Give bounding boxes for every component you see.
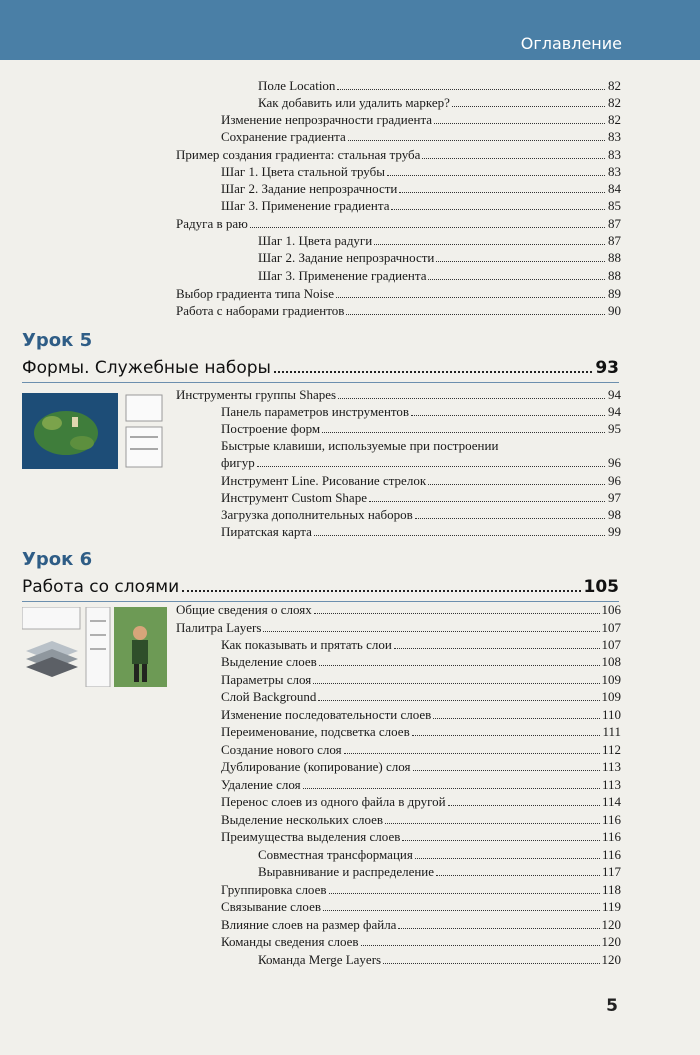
entry-leader	[329, 893, 600, 894]
lesson-6-entry[interactable]	[221, 637, 621, 652]
lesson-5-leader	[274, 371, 592, 373]
entry-page: 111	[602, 724, 621, 739]
lesson-6-entry[interactable]	[221, 707, 621, 722]
entry-leader	[399, 192, 605, 193]
entry-page: 82	[608, 78, 621, 93]
entry-leader	[344, 753, 600, 754]
entry-page: 82	[608, 112, 621, 127]
entry-leader	[436, 875, 600, 876]
lesson-5-entry[interactable]	[221, 524, 621, 539]
lesson-5-entry[interactable]	[221, 438, 621, 453]
entry-text: Как добавить или удалить маркер?	[258, 95, 450, 110]
entry-leader	[387, 175, 605, 176]
entry-text: Влияние слоев на размер файла	[221, 917, 397, 932]
entry-page: 98	[608, 507, 621, 522]
page-number: 5	[606, 996, 618, 1016]
entry-page: 96	[608, 473, 621, 488]
lesson-6-entry[interactable]	[221, 777, 621, 792]
entry-leader	[314, 613, 600, 614]
entry-page: 94	[608, 404, 621, 419]
lesson-6-entry[interactable]	[221, 917, 621, 932]
lesson-6-entry[interactable]	[221, 882, 621, 897]
entry-leader	[313, 683, 599, 684]
entry-leader	[448, 805, 600, 806]
entry-text: Параметры слоя	[221, 672, 312, 687]
toc-entry[interactable]	[221, 164, 621, 179]
lesson-6-entry[interactable]	[221, 899, 621, 914]
entry-leader	[402, 840, 600, 841]
lesson-6-entry[interactable]	[258, 864, 621, 879]
entry-text: Поле Location	[258, 78, 336, 93]
entry-page: 116	[601, 829, 621, 844]
lesson-6-entry[interactable]	[221, 829, 621, 844]
toc-entry[interactable]	[176, 286, 621, 301]
entry-text: Шаг 3. Применение градиента	[258, 268, 427, 283]
lesson-6-entry[interactable]	[221, 672, 621, 687]
toc-entry[interactable]	[258, 233, 621, 248]
lesson-6-entry[interactable]	[258, 952, 621, 967]
entry-text: Работа с наборами градиентов	[176, 303, 345, 318]
lesson-6-title[interactable]	[22, 577, 619, 597]
entry-leader	[303, 788, 600, 789]
entry-leader	[391, 209, 605, 210]
toc-entry[interactable]	[258, 250, 621, 265]
entry-page: 117	[601, 864, 621, 879]
entry-page: 109	[601, 672, 621, 687]
entry-page: 95	[608, 421, 621, 436]
entry-leader	[322, 432, 605, 433]
entry-page: 83	[608, 147, 621, 162]
entry-leader	[412, 735, 601, 736]
lesson-5-number: Урок 5	[22, 330, 93, 351]
entry-leader	[452, 106, 605, 107]
entry-leader	[434, 123, 605, 124]
entry-leader	[346, 314, 605, 315]
lesson-6-entry[interactable]	[221, 759, 621, 774]
entry-page: 114	[601, 794, 621, 809]
entry-text: Инструмент Line. Рисование стрелок	[221, 473, 427, 488]
entry-text: Шаг 2. Задание непрозрачности	[258, 250, 435, 265]
entry-leader	[385, 823, 600, 824]
lesson-6-page: 105	[583, 577, 619, 597]
entry-page: 82	[608, 95, 621, 110]
toc-entry[interactable]	[258, 95, 621, 110]
lesson-5-entry[interactable]	[221, 455, 621, 470]
entry-leader	[263, 631, 599, 632]
lesson-5-entry[interactable]	[221, 490, 621, 505]
entry-leader	[428, 484, 605, 485]
lesson-6-entry[interactable]	[221, 724, 621, 739]
entry-leader	[411, 415, 605, 416]
entry-page: 94	[608, 387, 621, 402]
lesson-5-entry[interactable]	[176, 387, 621, 402]
page-header	[0, 0, 700, 60]
toc-entry[interactable]	[221, 129, 621, 144]
entry-text: Создание нового слоя	[221, 742, 342, 757]
entry-text: Загрузка дополнительных наборов	[221, 507, 413, 522]
entry-text: Шаг 2. Задание непрозрачности	[221, 181, 398, 196]
entry-leader	[319, 665, 600, 666]
entry-page: 120	[601, 934, 621, 949]
entry-leader	[428, 279, 605, 280]
lesson-5-rule	[22, 382, 619, 383]
entry-leader	[394, 648, 600, 649]
entry-leader	[337, 89, 605, 90]
entry-text: Общие сведения о слоях	[176, 602, 312, 617]
entry-text: Преимущества выделения слоев	[221, 829, 401, 844]
entry-page: 107	[601, 637, 621, 652]
entry-text: Сохранение градиента	[221, 129, 346, 144]
entry-page: 87	[608, 233, 621, 248]
entry-page: 116	[601, 812, 621, 827]
lesson-6-leader	[182, 590, 580, 592]
lesson-6-entry[interactable]	[221, 689, 621, 704]
entry-text: Перенос слоев из одного файла в другой	[221, 794, 446, 809]
lesson-5-title[interactable]	[22, 358, 619, 378]
entry-leader	[398, 928, 599, 929]
lesson-6-entry[interactable]	[221, 654, 621, 669]
entry-text: Инструменты группы Shapes	[176, 387, 337, 402]
entry-text: Изменение непрозрачности градиента	[221, 112, 433, 127]
entry-text: Пример создания градиента: стальная труба	[176, 147, 421, 162]
entry-page: 116	[601, 847, 621, 862]
lesson-5-entry[interactable]	[221, 421, 621, 436]
entry-page: 90	[608, 303, 621, 318]
entry-page: 88	[608, 268, 621, 283]
entry-page: 112	[601, 742, 621, 757]
entry-page: 110	[601, 707, 621, 722]
toc-entry[interactable]	[221, 181, 621, 196]
entry-text: Выравнивание и распределение	[258, 864, 435, 879]
entry-text: Радуга в раю	[176, 216, 248, 231]
entry-leader	[383, 963, 599, 964]
entry-text: Шаг 1. Цвета радуги	[258, 233, 373, 248]
lesson-5-entry[interactable]	[221, 507, 621, 522]
entry-text: Как показывать и прятать слои	[221, 637, 392, 652]
entry-page: 109	[601, 689, 621, 704]
entry-text: Выделение нескольких слоев	[221, 812, 384, 827]
entry-text: Палитра Layers	[176, 620, 262, 635]
lesson-6-thumbnail-image	[22, 607, 167, 687]
entry-leader	[413, 770, 600, 771]
entry-page: 97	[608, 490, 621, 505]
entry-text: Изменение последовательности слоев	[221, 707, 432, 722]
entry-page: 83	[608, 129, 621, 144]
lesson-6-number: Урок 6	[22, 549, 93, 570]
lesson-6-title-text: Работа со слоями	[22, 577, 180, 597]
toc-entry[interactable]	[221, 112, 621, 127]
entry-text: фигур	[221, 455, 255, 470]
entry-leader	[415, 858, 600, 859]
entry-leader	[374, 244, 605, 245]
toc-entry[interactable]	[176, 303, 621, 318]
entry-text: Шаг 3. Применение градиента	[221, 198, 390, 213]
entry-page: 120	[601, 952, 621, 967]
entry-text: Пиратская карта	[221, 524, 312, 539]
entry-leader	[361, 945, 600, 946]
lesson-5-page: 93	[595, 358, 619, 378]
entry-text: Дублирование (копирование) слоя	[221, 759, 411, 774]
entry-page: 118	[601, 882, 621, 897]
entry-page: 88	[608, 250, 621, 265]
entry-text: Шаг 1. Цвета стальной трубы	[221, 164, 385, 179]
toc-entry[interactable]	[258, 78, 621, 93]
entry-text: Слой Background	[221, 689, 317, 704]
header-title: Оглавление	[520, 34, 622, 53]
entry-text: Панель параметров инструментов	[221, 404, 410, 419]
lesson-5-title-text: Формы. Служебные наборы	[22, 358, 271, 378]
toc-entry[interactable]	[258, 268, 621, 283]
entry-page: 106	[601, 602, 621, 617]
toc-entry[interactable]	[221, 198, 621, 213]
lesson-6-entry[interactable]	[258, 847, 621, 862]
entry-text: Совместная трансформация	[258, 847, 413, 862]
entry-text: Построение форм	[221, 421, 321, 436]
entry-page: 113	[601, 777, 621, 792]
entry-text: Группировка слоев	[221, 882, 327, 897]
entry-text: Переименование, подсветка слоев	[221, 724, 410, 739]
entry-leader	[422, 158, 605, 159]
entry-leader	[433, 718, 600, 719]
entry-leader	[323, 910, 600, 911]
entry-page: 85	[608, 198, 621, 213]
entry-text: Команда Merge Layers	[258, 952, 382, 967]
entry-leader	[436, 261, 605, 262]
toc-entry[interactable]	[176, 147, 621, 162]
entry-page: 108	[601, 654, 621, 669]
lesson-6-entry[interactable]	[176, 602, 621, 617]
toc-entry[interactable]	[176, 216, 621, 231]
entry-page: 107	[601, 620, 621, 635]
entry-page: 99	[608, 524, 621, 539]
entry-leader	[338, 398, 605, 399]
lesson-6-entry[interactable]	[221, 812, 621, 827]
entry-page: 120	[601, 917, 621, 932]
lesson-5-entry[interactable]	[221, 473, 621, 488]
entry-leader	[336, 297, 605, 298]
entry-text: Инструмент Custom Shape	[221, 490, 367, 505]
entry-page: 83	[608, 164, 621, 179]
lesson-6-entry[interactable]	[221, 794, 621, 809]
lesson-5-entry[interactable]	[221, 404, 621, 419]
entry-page: 89	[608, 286, 621, 301]
entry-leader	[369, 501, 605, 502]
entry-page: 119	[601, 899, 621, 914]
entry-text: Быстрые клавиши, используемые при построении	[221, 438, 499, 453]
entry-page: 113	[601, 759, 621, 774]
entry-text: Выбор градиента типа Noise	[176, 286, 334, 301]
entry-text: Выделение слоев	[221, 654, 317, 669]
lesson-6-entry[interactable]	[176, 620, 621, 635]
entry-text: Команды сведения слоев	[221, 934, 359, 949]
entry-leader	[348, 140, 605, 141]
lesson-5-thumbnail-image	[22, 393, 164, 469]
entry-leader	[314, 535, 605, 536]
entry-leader	[250, 227, 605, 228]
entry-text: Связывание слоев	[221, 899, 321, 914]
lesson-6-entry[interactable]	[221, 934, 621, 949]
entry-leader	[318, 700, 599, 701]
entry-page: 87	[608, 216, 621, 231]
entry-page: 84	[608, 181, 621, 196]
lesson-6-entry[interactable]	[221, 742, 621, 757]
entry-page: 96	[608, 455, 621, 470]
entry-text: Удаление слоя	[221, 777, 301, 792]
entry-leader	[415, 518, 605, 519]
entry-leader	[257, 466, 605, 467]
